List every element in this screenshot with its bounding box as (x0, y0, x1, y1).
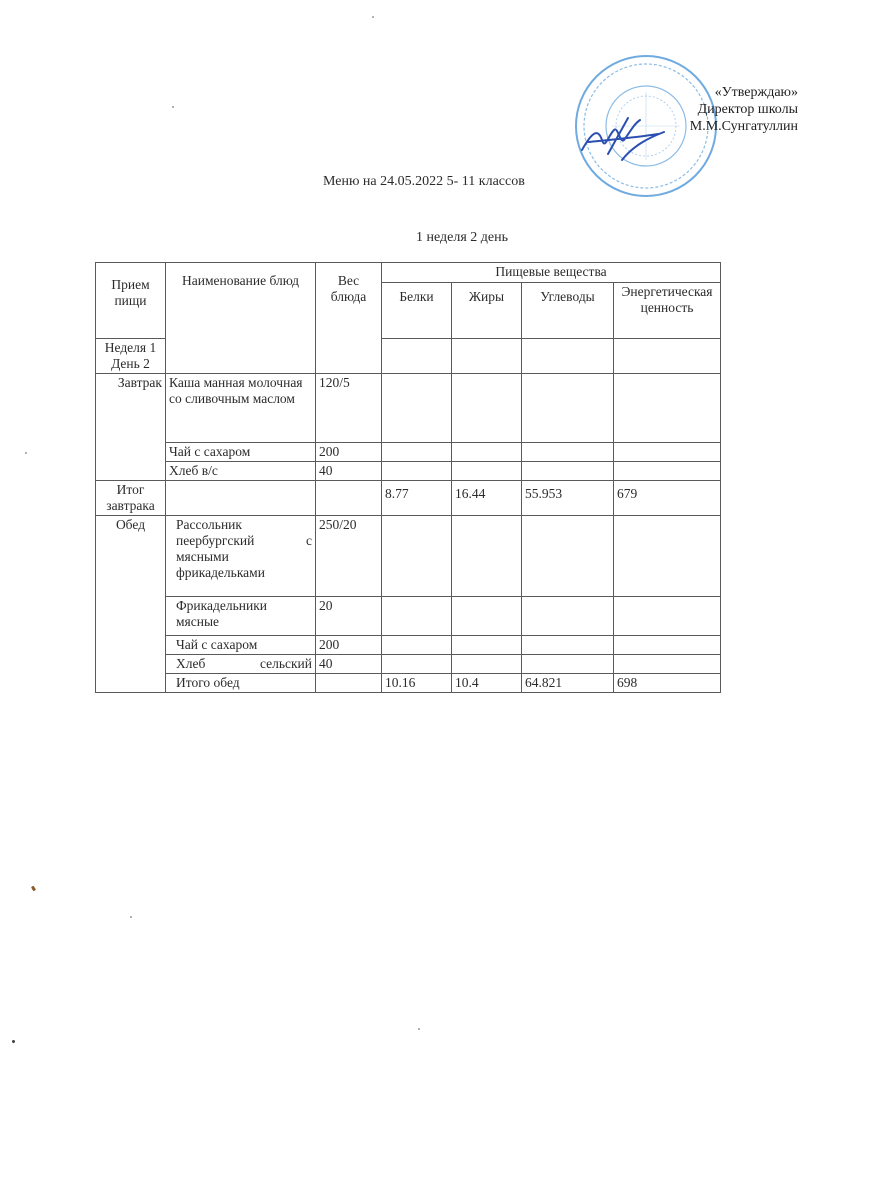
header-dish: Наименование блюд (166, 263, 316, 374)
table-row (96, 462, 721, 481)
approval-line-approve: «Утверждаю» (714, 85, 798, 100)
lunch-item-3-name: Чай с сахаром (166, 636, 316, 655)
lunch-item-1-name: Рассольник пеербургский с мясными фрикадельками (166, 516, 316, 597)
breakfast-item-3-weight: 40 (316, 462, 382, 481)
lunch-total-label: Итого обед (166, 674, 316, 693)
lunch-item-3-weight: 200 (316, 636, 382, 655)
lunch-total-fat: 10.4 (452, 674, 522, 693)
scan-speck (372, 16, 374, 18)
breakfast-total-fat: 16.44 (452, 481, 522, 516)
approval-line-name: М.М.Сунгатуллин (689, 119, 798, 134)
breakfast-total-label: Итог завтрака (96, 481, 166, 516)
menu-subtitle: 1 неделя 2 день (416, 230, 508, 245)
lunch-total-row (96, 674, 721, 693)
breakfast-total-protein: 8.77 (382, 481, 452, 516)
header-fat: Жиры (452, 283, 522, 339)
breakfast-item-2-name: Чай с сахаром (166, 443, 316, 462)
lunch-item-4-name: Хлеб сельский (166, 655, 316, 674)
table-row (96, 443, 721, 462)
breakfast-total-energy: 679 (614, 481, 721, 516)
table-header-row (96, 263, 721, 283)
table-row (96, 516, 721, 597)
header-nutrients: Пищевые вещества (382, 263, 721, 283)
approval-block (690, 84, 798, 135)
table-row (96, 374, 721, 443)
scan-speck (25, 452, 27, 454)
header-energy: Энергетическая ценность (614, 283, 721, 339)
breakfast-total-carbs: 55.953 (522, 481, 614, 516)
lunch-total-carbs: 64.821 (522, 674, 614, 693)
table-row (96, 655, 721, 674)
table-row (96, 636, 721, 655)
scan-speck (418, 1028, 420, 1030)
breakfast-item-1-weight: 120/5 (316, 374, 382, 443)
breakfast-label: Завтрак (96, 374, 166, 481)
scan-speck (31, 886, 36, 892)
lunch-item-2-name: Фрикадельники мясные (166, 597, 316, 636)
week-day-cell: Неделя 1 День 2 (96, 339, 166, 374)
breakfast-total-row (96, 481, 721, 516)
breakfast-item-3-name: Хлеб в/с (166, 462, 316, 481)
menu-table (95, 262, 721, 693)
breakfast-item-2-weight: 200 (316, 443, 382, 462)
menu-title: Меню на 24.05.2022 5- 11 классов (323, 174, 525, 189)
breakfast-item-1-name: Каша манная молочная со сливочным маслом (166, 374, 316, 443)
lunch-total-protein: 10.16 (382, 674, 452, 693)
header-weight: Вес блюда (316, 263, 382, 374)
table-row (96, 597, 721, 636)
scan-speck (130, 916, 132, 918)
lunch-item-2-weight: 20 (316, 597, 382, 636)
lunch-item-1-weight: 250/20 (316, 516, 382, 597)
director-signature (578, 110, 668, 170)
approval-line-position: Директор школы (697, 102, 798, 117)
lunch-total-energy: 698 (614, 674, 721, 693)
lunch-item-4-weight: 40 (316, 655, 382, 674)
header-protein: Белки (382, 283, 452, 339)
scan-speck (172, 106, 174, 108)
header-carbs: Углеводы (522, 283, 614, 339)
scan-speck (12, 1040, 15, 1043)
header-meal: Прием пищи (96, 263, 166, 339)
lunch-label: Обед (96, 516, 166, 693)
